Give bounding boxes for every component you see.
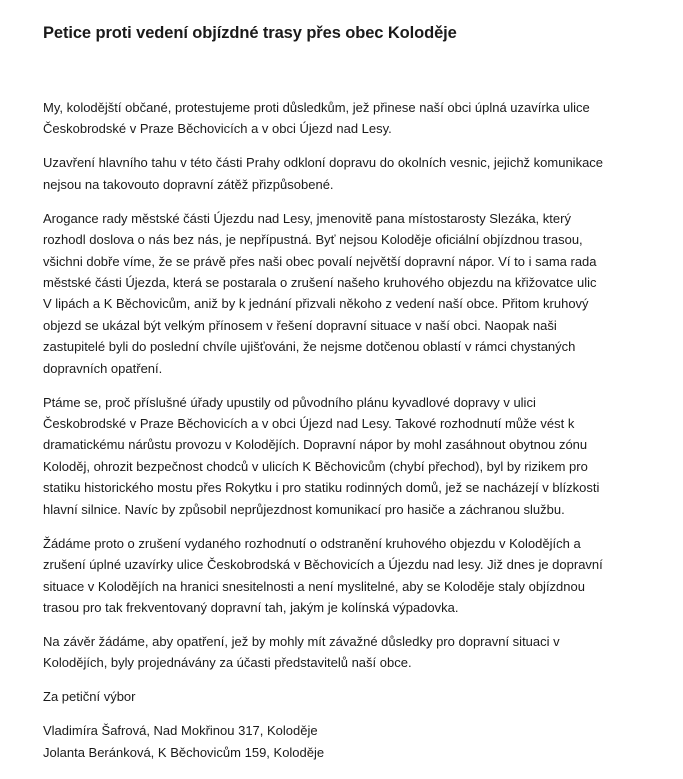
text-line: Koloděj, ohrozit bezpečnost chodců v ulicích K Běchovicům (chybí přechod), byl by rizikem pro (43, 458, 588, 474)
text-line: rozhodl doslova o nás bez nás, je nepřípustná. Byť nejsou Koloděje oficiální objízdnou trasou, (43, 232, 583, 248)
text-line: hlavní silnice. Navíc by způsobil neprůjezdnost komunikací pro hasiče a záchranou službu. (43, 501, 565, 517)
text-line: Českobrodské v Praze Běchovicích a v obci Újezd nad Lesy. Takové rozhodnutí může vést k (43, 416, 575, 432)
text-line: Uzavření hlavního tahu v této části Prahy odkloní dopravu do okolních vesnic, jejichž komunikace (43, 155, 604, 171)
text-line: všichni dobře víme, že se právě přes naši obec povalí největší dopravní nápor. Ví to i sama rada (43, 253, 597, 269)
text-line: Kolodějích, byly projednávány za účasti představitelů naší obce. (43, 655, 412, 671)
paragraph-conclusion (43, 631, 643, 674)
text-line: dramatickému nárůstu provozu v Kolodějích. Dopravní nápor by mohl zasáhnout obytnou zónu (43, 437, 588, 453)
paragraph-arrogance (43, 208, 643, 379)
signatory: Jolanta Beránková, K Běchovicům 159, Koloděje (43, 744, 325, 760)
text-line: V lipách a K Běchovicům, aniž by k jednání přizvali někoho z vedení naší obce. Přitom kruhový (43, 296, 589, 312)
text-line: městské části Újezda, která se postarala o zrušení našeho kruhového objezdu na křižovatce ulic (43, 275, 597, 291)
signoff (43, 686, 643, 707)
text-line: Ptáme se, proč příslušné úřady upustily od původního plánu kyvadlové dopravy v ulici (43, 394, 536, 410)
text-line: objezd se ukázal být velkým přínosem v řešení dopravní situace v naší obci. Naopak naši (43, 317, 557, 333)
paragraph-demand (43, 533, 643, 619)
signatory: Vladimíra Šafrová, Nad Mokřinou 317, Koloděje (43, 723, 318, 739)
text-line: trasou pro tak frekventovaný dopravní tah, jakým je kolínská výpadovka. (43, 599, 459, 615)
text-line: situace v Kolodějích na hranici snesitelnosti a není myslitelné, aby se Koloděje staly objízdnou (43, 578, 585, 594)
text-line: Arogance rady městské části Újezdu nad Lesy, jmenovitě pana místostarosty Slezáka, který (43, 210, 571, 226)
text-line: dopravních opatření. (43, 360, 163, 376)
text-line: Žádáme proto o zrušení vydaného rozhodnutí o odstranění kruhového objezdu v Kolodějích a (43, 535, 581, 551)
petition-body (43, 97, 643, 776)
text-line: statiku historického mostu přes Rokytku i pro statiku rodinných domů, jež se nacházejí v blízkosti (43, 480, 600, 496)
paragraph-diversion (43, 152, 643, 195)
text-line: zastupitelé byli do poslední chvíle ujišťováni, že nejsme dotčenou oblastí v rámci chystaných (43, 339, 576, 355)
paragraph-question (43, 392, 643, 520)
paragraph-intro (43, 97, 643, 140)
text-line: zrušení úplné uzavírky ulice Českobrodská v Běchovicích a Újezdu nad lesy. Již dnes je dopravní (43, 557, 603, 573)
text-line: nejsou na takovouto dopravní zátěž přizpůsobené. (43, 176, 334, 192)
text-line: Na závěr žádáme, aby opatření, jež by mohly mít závažné důsledky pro dopravní situaci v (43, 633, 560, 649)
signoff-text: Za petiční výbor (43, 689, 136, 705)
text-line: My, kolodějští občané, protestujeme proti důsledkům, jež přinese naší obci úplná uzavírka ulice (43, 100, 590, 115)
text-line: Českobrodské v Praze Běchovicích a v obci Újezd nad Lesy. (43, 121, 392, 137)
signatories (43, 720, 643, 763)
page-title: Petice proti vedení objízdné trasy přes obec Koloděje (43, 24, 457, 42)
